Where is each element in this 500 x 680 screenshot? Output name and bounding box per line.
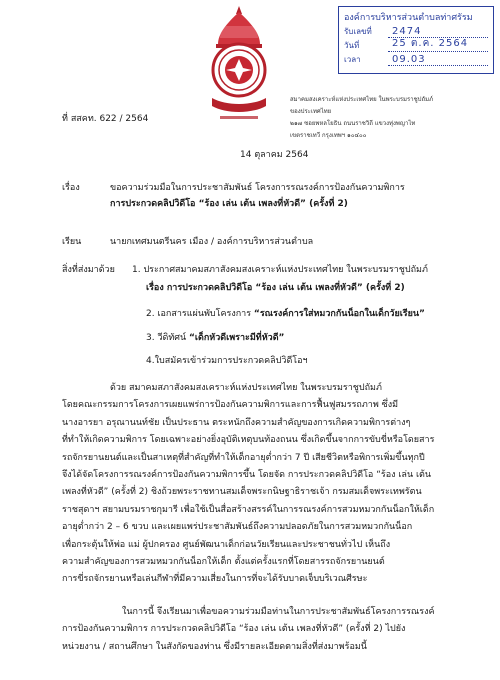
org-line-4: เขตราชเทวี กรุงเทพฯ ๑๐๔๐๐ (290, 132, 367, 139)
enclosure-item-3 (146, 330, 284, 344)
document-number (62, 111, 148, 125)
organization-address (290, 94, 490, 142)
subject-label: เรื่อง (62, 183, 80, 193)
association-emblem-icon (196, 4, 282, 128)
enclosure-item-4: 4.ใบสมัครเข้าร่วมการประกวดคลิปวิดีโอฯ (146, 356, 308, 366)
enclosure-item-2-label: 2. เอกสารแผ่นพับโครงการ (146, 309, 254, 319)
enclosure-item-1-subject: เรื่อง การประกวดคลิปวิดีโอ “ร้อง เล่น เต้น เพลงที่หัวดี” (ครั้งที่ 2) (146, 283, 405, 293)
document-date: 14 ตุลาคม 2564 (240, 150, 309, 160)
body-p1-line: รถจักรยานยนต์และเป็นสาเหตุที่สำคัญที่ทำให้เด็กอายุต่ำกว่า 7 ปี เสียชีวิตหรือพิการเพิ่มขึ้นทุกปี (62, 452, 425, 463)
subject-line-2: การประกวดคลิปวิดีโอ “ร้อง เล่น เต้น เพลงที่หัวดี” (ครั้งที่ 2) (110, 199, 348, 209)
stamp-date-label: วันที่ (344, 41, 360, 50)
enclosure-item-3-label: 3. วีดิทัศน์ (146, 333, 190, 343)
recipient-label: เรียน (62, 237, 82, 247)
receipt-stamp (338, 6, 494, 74)
body-p1-line: จึงได้จัดโครงการรณรงค์การป้องกันความพิการขึ้น โดยจัด การประกวดคลิปวิดีโอ “ร้อง เล่น เต้น (62, 470, 432, 481)
body-p1-line: เพลงที่หัวดี” (ครั้งที่ 2) ชิงถ้วยพระราชทานสมเด็จพระกนิษฐาธิราชเจ้า กรมสมเด็จพระเทพรัตน (62, 487, 422, 498)
enclosures-label: สิ่งที่ส่งมาด้วย (62, 265, 115, 275)
stamp-title: องค์การบริหารส่วนตำบลท่าศรัรม (344, 13, 473, 23)
recipient-text: นายกเทศมนตรีนคร เมือง / องค์การบริหารส่วนตำบล (110, 237, 314, 247)
org-line-3: ๒๑๗ ซอยพหลโยธิน ถนนราชวิถี แขวงทุ่งพญาไท (290, 120, 416, 127)
body-p1-line: นางอารยา อรุณานนท์ชัย เป็นประธาน ตระหนักถึงความสำคัญของการเกิดความพิการต่างๆ (62, 417, 411, 428)
body-p1-line: อายุต่ำกว่า 2 – 6 ขวบ และเผยแพร่ประชาสัมพันธ์ถึงความปลอดภัยในการสวมหมวกกันน็อก (62, 522, 413, 533)
stamp-time: 09.03 (388, 54, 488, 66)
body-p1-line: ที่ทำให้เกิดความพิการ โดยเฉพาะอย่างยิ่งอุบัติเหตุบนท้องถนน ซึ่งเกิดขึ้นจากการขับขี่หรือโดยสาร (62, 435, 435, 446)
body-paragraph-1 (62, 380, 447, 589)
enclosure-item-1: 1. ประกาศสมาคมสภาสังคมสงเคราะห์แห่งประเทศไทย ในพระบรมราชูปถัมภ์ (132, 265, 428, 275)
enclosure-item-3-title: “เด็กหัวดีเพราะมีที่หัวดี” (189, 333, 285, 343)
body-p2-line: ในการนี้ จึงเรียนมาเพื่อขอความร่วมมือท่านในการประชาสัมพันธ์โครงการรณรงค์ (122, 607, 435, 617)
body-p1-line: เพื่อกระตุ้นให้พ่อ แม่ ผู้ปกครอง ศูนย์พัฒนาเด็กก่อนวัยเรียนและประชาชนทั่วไป เห็นถึง (62, 539, 391, 550)
body-p1-line: การขี่รถจักรยานหรือเล่นกีฬาที่มีความเสี่ยงในการที่จะได้รับบาดเจ็บบริเวณศีรษะ (62, 574, 368, 585)
stamp-date: 25 ต.ค. 2564 (388, 36, 488, 52)
subject-line-1: ขอความร่วมมือในการประชาสัมพันธ์ โครงการรณรงค์การป้องกันความพิการ (110, 183, 405, 193)
org-line-2: ของประเทศไทย (290, 108, 332, 115)
stamp-receive-no-label: รับเลขที่ (344, 27, 372, 36)
org-line-1: สมาคมสงเคราะห์แห่งประเทศไทย ในพระบรมราชูปถัมภ์ (290, 96, 434, 103)
body-p2-line: การป้องกันความพิการ การประกวดคลิปวิดีโอ “ร้อง เล่น เต้น เพลงที่หัวดี” (ครั้งที่ 2) ไปยัง (62, 624, 406, 635)
stamp-receive-no: 2474 (388, 26, 488, 38)
body-p1-line: ราชสุดาฯ สยามบรมราชกุมารี เพื่อใช้เป็นสื่อสร้างสรรค์ในการรณรงค์การสวมหมวกกันน็อกให้เด็ก (62, 504, 435, 515)
enclosure-item-2-title: “รณรงค์การใส่หมวกกันน็อกในเด็กวัยเรียน” (253, 309, 425, 319)
document-number-label: ที่ (62, 114, 68, 124)
body-p1-line: โดยคณะกรรมการโครงการเผยแพร่การป้องกันความพิการและการฟื้นฟูสมรรถภาพ ซึ่งมี (62, 400, 399, 411)
document-number-value: สสคท. 622 / 2564 (70, 114, 149, 124)
stamp-time-label: เวลา (344, 55, 361, 64)
body-p1-line: ด้วย สมาคมสภาสังคมสงเคราะห์แห่งประเทศไทย ในพระบรมราชูปถัมภ์ (110, 383, 382, 393)
enclosure-item-2 (146, 306, 425, 320)
body-p1-line: ความสำคัญของการสวมหมวกกันน็อกให้เด็ก ตั้งแต่ครั้งแรกที่โดยสารรถจักรยานยนต์ (62, 557, 385, 568)
body-paragraph-2 (62, 604, 447, 656)
body-p2-line: หน่วยงาน / สถานศึกษา ในสังกัดของท่าน ซึ่งมีรายละเอียดตามสิ่งที่ส่งมาพร้อมนี้ (62, 641, 367, 652)
